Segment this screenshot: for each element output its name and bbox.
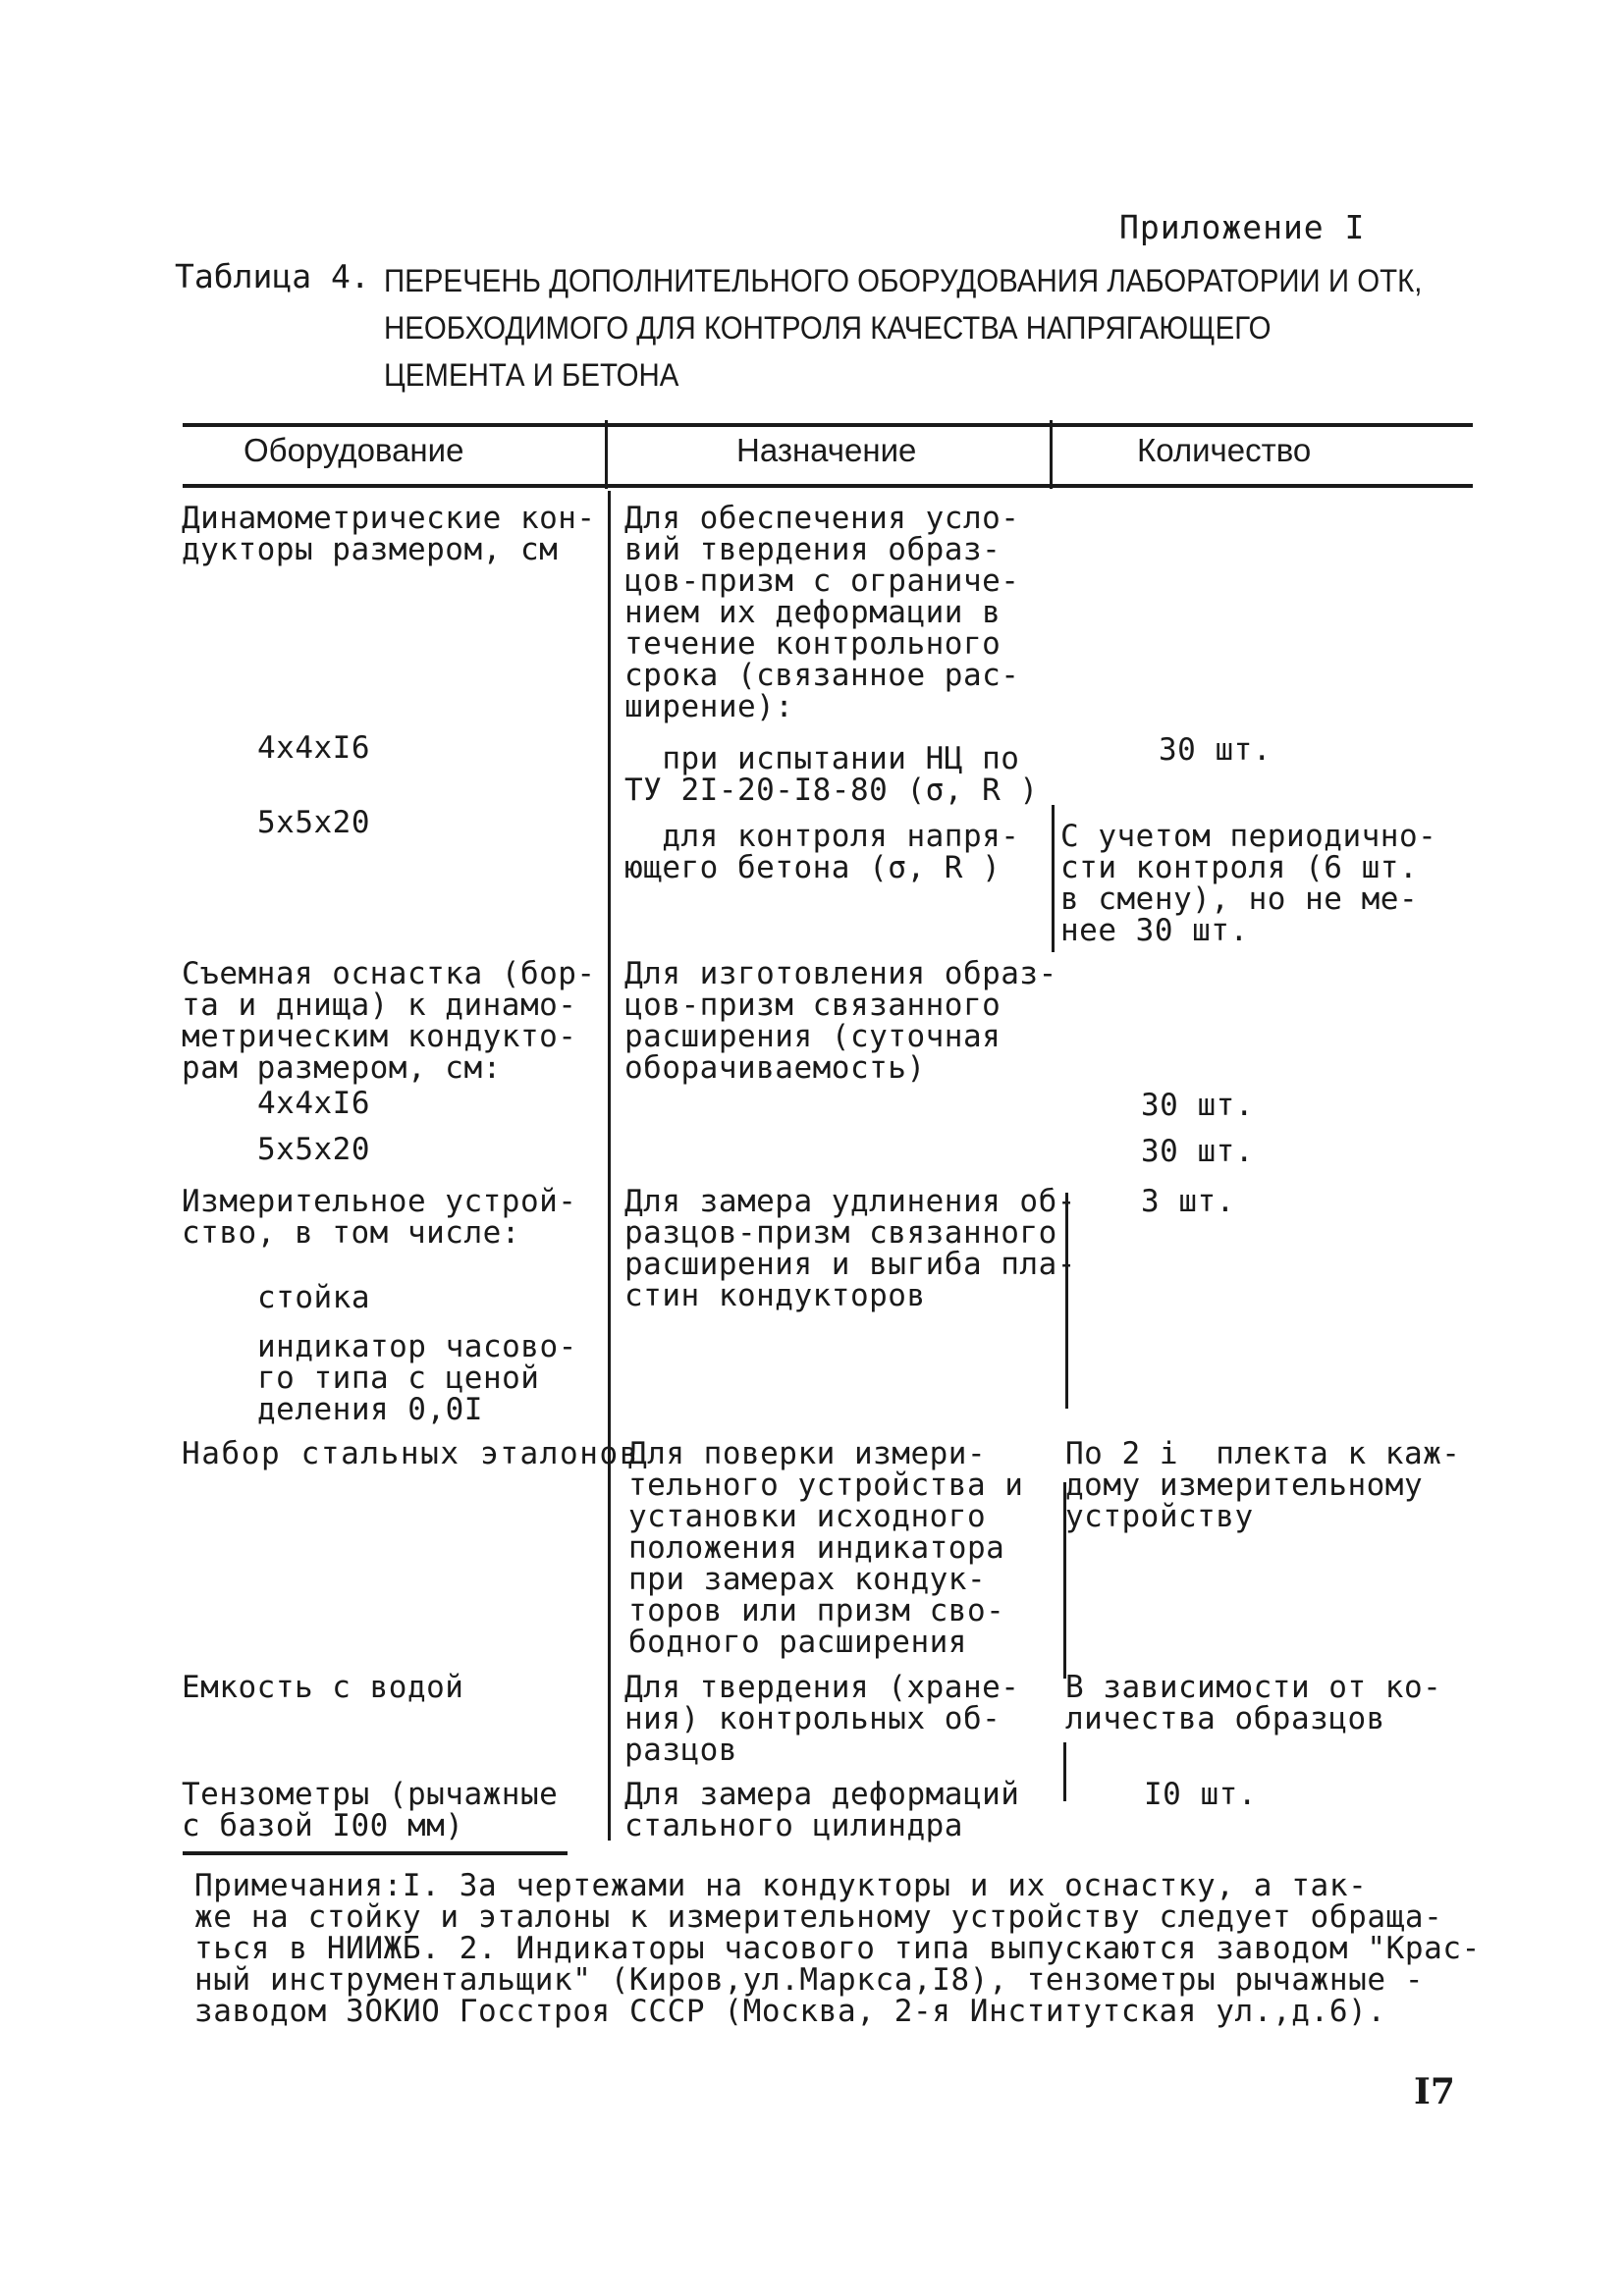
table-title: ПЕРЕЧЕНЬ ДОПОЛНИТЕЛЬНОГО ОБОРУДОВАНИЯ ЛАБОРАТОРИИ И ОТК, НЕОБХОДИМОГО ДЛЯ КОНТРОЛЯ КАЧЕСТВА НАПРЯГАЮЩЕГО ЦЕМЕНТА И БЕТОНА bbox=[384, 263, 1423, 393]
row3b-item: индикатор часово- го типа с ценой деления 0,0I bbox=[257, 1329, 577, 1427]
column-header-equipment: Оборудование bbox=[244, 432, 464, 468]
row3-purpose: Для замера удлинения об- разцов-призм связанного расширения и выгиба пла- стин кондукторов bbox=[624, 1184, 1076, 1313]
row2b-size: 5x5x20 bbox=[257, 1132, 370, 1167]
row6-quantity: I0 шт. bbox=[1144, 1777, 1257, 1812]
row1b-quantity: С учетом периодично- сти контроля (6 шт. в смену), но не ме- нее 30 шт. bbox=[1060, 819, 1437, 948]
page-number: I7 bbox=[1414, 2071, 1455, 2112]
column-divider-1-body bbox=[608, 491, 611, 1841]
row1b-purpose: для контроля напря- ющего бетона (σ, R ) bbox=[624, 819, 1020, 885]
row1a-purpose: при испытании НЦ по ТУ 2I-20-I8-80 (σ, R ) bbox=[624, 741, 1039, 808]
column-header-quantity: Количество bbox=[1137, 432, 1312, 468]
appendix-label: Приложение I bbox=[1119, 208, 1366, 246]
row1a-quantity: 30 шт. bbox=[1159, 732, 1272, 768]
table-top-rule bbox=[183, 423, 1473, 427]
column-divider-2-d bbox=[1063, 1742, 1066, 1801]
row2b-quantity: 30 шт. bbox=[1141, 1134, 1254, 1169]
row5-quantity: В зависимости от ко- личества образцов bbox=[1065, 1670, 1442, 1736]
column-header-purpose: Назначение bbox=[736, 432, 917, 468]
row6-purpose: Для замера деформаций стального цилиндра bbox=[624, 1777, 1020, 1843]
row5-equipment: Емкость с водой bbox=[182, 1670, 464, 1705]
row4-equipment: Набор стальных эталонов bbox=[182, 1436, 640, 1471]
row1b-size: 5x5x20 bbox=[257, 805, 370, 840]
row1a-size: 4x4xI6 bbox=[257, 730, 370, 766]
row6-equipment: Тензометры (рычажные с базой I00 мм) bbox=[182, 1777, 559, 1843]
row5-purpose: Для твердения (хране- ния) контрольных об- разцов bbox=[624, 1670, 1020, 1768]
column-divider-2-a bbox=[1052, 805, 1055, 952]
header-bottom-rule bbox=[183, 484, 1473, 488]
row3a-item: стойка bbox=[257, 1280, 370, 1315]
row2-equipment: Съемная оснастка (бор- та и днища) к динамо- метрическим кондукто- рам размером, см: bbox=[182, 956, 596, 1086]
row3-quantity: 3 шт. bbox=[1141, 1184, 1235, 1219]
table-notes: Примечания:I. За чертежами на кондукторы и их оснастку, а так- же на стойку и эталоны к измерительному устройству следует обраща- ться в НИИЖБ. 2. Индикаторы часового типа выпускаются заводом "Крас- ный инструментальщик" (Киров,ул.Маркса,I8), тензометры рычажные - заводом ЗОКИО Госстроя СССР (Москва, 2-я Институтская ул.,д.6). bbox=[194, 1868, 1481, 2029]
row2a-quantity: 30 шт. bbox=[1141, 1088, 1254, 1123]
row1-purpose: Для обеспечения усло- вий твердения образ- цов-призм с ограниче- нием их деформации в течение контрольного срока (связанное рас- ширение): bbox=[624, 501, 1020, 724]
column-divider-2 bbox=[1050, 420, 1053, 489]
table-number: Таблица 4. bbox=[175, 257, 370, 295]
row4-purpose: Для поверки измери- тельного устройства и установки исходного положения индикатора при замерах кондук- торов или призм сво- бодного расширения bbox=[628, 1436, 1024, 1660]
row2a-size: 4x4xI6 bbox=[257, 1086, 370, 1121]
row3-equipment: Измерительное устрой- ство, в том числе: bbox=[182, 1184, 577, 1251]
row4-quantity: По 2 і плекта к каж- дому измерительному устройству bbox=[1065, 1436, 1461, 1534]
column-divider-1 bbox=[605, 420, 608, 489]
table-bottom-rule bbox=[183, 1851, 568, 1855]
row2-purpose: Для изготовления образ- цов-призм связанного расширения (суточная оборачиваемость) bbox=[624, 956, 1057, 1086]
row1-equipment: Динамометрические кон- дукторы размером, см bbox=[182, 501, 596, 567]
